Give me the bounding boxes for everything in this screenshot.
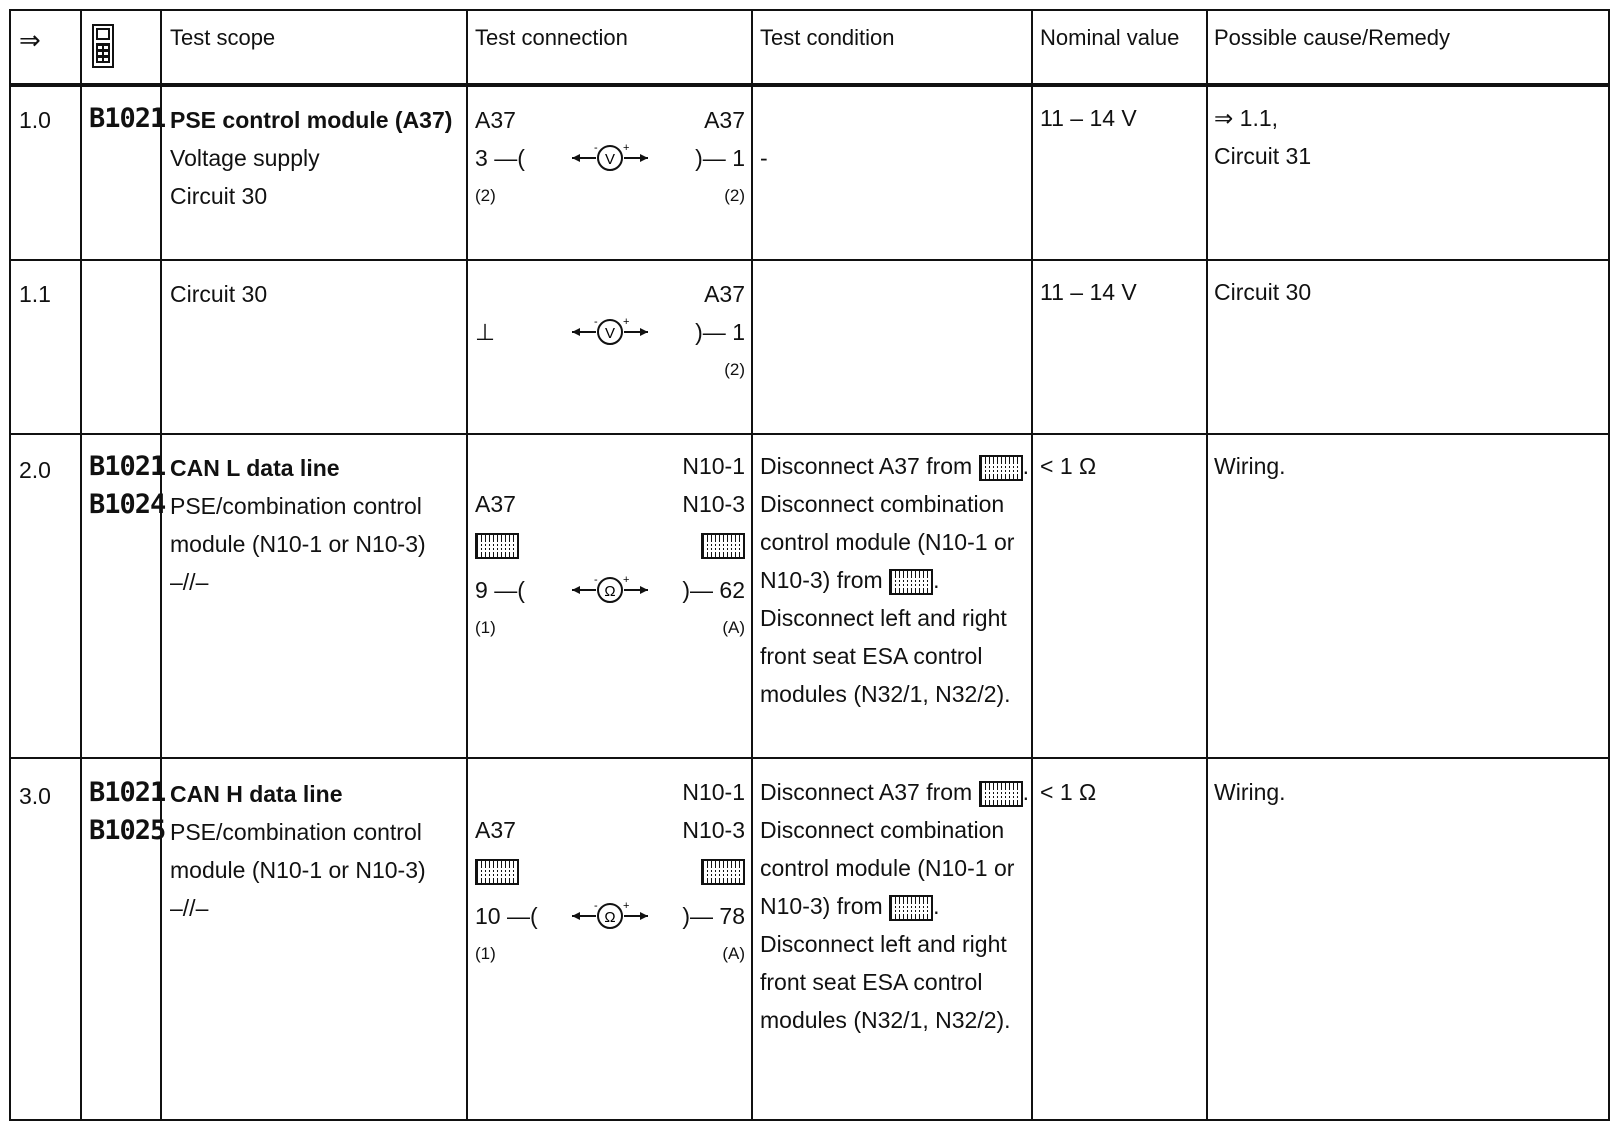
svg-text:-: - bbox=[594, 317, 598, 328]
test-box-icon bbox=[979, 781, 1023, 807]
right-pin: 1 bbox=[732, 319, 745, 345]
condition-line: N10-3) from bbox=[760, 567, 883, 593]
right-connector-label: A37 bbox=[704, 107, 745, 133]
condition-line: modules (N32/1, N32/2). bbox=[760, 681, 1011, 707]
step-column-header: ⇒ bbox=[19, 25, 41, 55]
right-pin: 1 bbox=[732, 145, 745, 171]
svg-text:+: + bbox=[623, 575, 630, 586]
ohmmeter-icon bbox=[570, 901, 650, 931]
plug-socket-icon: —( bbox=[494, 577, 525, 603]
scope-block bbox=[170, 101, 452, 215]
scope-line: –//– bbox=[170, 895, 209, 921]
right-connector-label: N10-3 bbox=[682, 817, 745, 843]
plug-socket-icon: —( bbox=[506, 903, 538, 929]
nominal-value: < 1 Ω bbox=[1040, 779, 1097, 805]
scope-line: Voltage supply bbox=[170, 145, 320, 171]
step-number: 3.0 bbox=[19, 783, 51, 809]
remedy-line: Circuit 31 bbox=[1214, 143, 1312, 169]
test-box-icon bbox=[889, 895, 933, 921]
meter-symbol: Ω bbox=[604, 909, 616, 926]
right-note: (2) bbox=[724, 186, 745, 205]
condition-line: Disconnect combination bbox=[760, 491, 1005, 517]
remedy-line: ⇒ 1.1, bbox=[1214, 105, 1279, 131]
condition-line: Disconnect combination bbox=[760, 817, 1005, 843]
right-connector-label: A37 bbox=[704, 281, 745, 307]
condition-block: Disconnect A37 from . Disconnect combination control module (N10-1 or N10-3) from . Disconnect left and right front seat ESA control modules (N32/1, N32/2). bbox=[760, 447, 1029, 713]
remedy-line: Circuit 30 bbox=[1214, 279, 1312, 305]
nominal-value: 11 – 14 V bbox=[1040, 105, 1137, 131]
plug-icon: )— bbox=[682, 577, 714, 603]
test-condition: - bbox=[760, 145, 768, 171]
svg-text:+: + bbox=[623, 317, 630, 328]
fault-code: B1021 bbox=[89, 103, 166, 134]
plug-icon: )— bbox=[682, 903, 714, 929]
right-pin: 62 bbox=[719, 577, 745, 603]
svg-text:-: - bbox=[594, 901, 598, 912]
step-number: 1.1 bbox=[19, 281, 51, 307]
left-note: (2) bbox=[475, 186, 496, 205]
test-scope-header: Test scope bbox=[170, 25, 276, 50]
scope-line: Circuit 30 bbox=[170, 183, 268, 209]
test-box-icon bbox=[475, 533, 519, 559]
remedy-line: Wiring. bbox=[1214, 453, 1286, 479]
test-connection-header: Test connection bbox=[475, 25, 628, 50]
condition-line: front seat ESA control bbox=[760, 643, 983, 669]
step-number: 1.0 bbox=[19, 107, 51, 133]
scope-line: module (N10-1 or N10-3) bbox=[170, 857, 426, 883]
condition-line: control module (N10-1 or bbox=[760, 855, 1015, 881]
svg-text:+: + bbox=[623, 901, 630, 912]
right-connector-label: N10-3 bbox=[682, 491, 745, 517]
test-box-icon bbox=[979, 455, 1023, 481]
scope-line: Circuit 30 bbox=[170, 281, 268, 307]
left-pin: 3 bbox=[475, 145, 488, 171]
svg-text:-: - bbox=[594, 575, 598, 586]
col-divider bbox=[80, 11, 82, 1119]
left-note: (1) bbox=[475, 944, 496, 963]
voltmeter-icon bbox=[570, 143, 650, 173]
right-note: (2) bbox=[724, 360, 745, 379]
tester-device-icon bbox=[91, 23, 115, 75]
left-note: (1) bbox=[475, 618, 496, 637]
row-divider bbox=[11, 433, 1608, 435]
condition-line: Disconnect A37 from bbox=[760, 779, 973, 805]
right-connector-label-top: N10-1 bbox=[682, 779, 745, 805]
ground-icon: ⊥ bbox=[475, 319, 496, 345]
row-divider bbox=[11, 757, 1608, 759]
condition-line: Disconnect A37 from bbox=[760, 453, 973, 479]
condition-block: Disconnect A37 from . Disconnect combination control module (N10-1 or N10-3) from . Disconnect left and right front seat ESA control modules (N32/1, N32/2). bbox=[760, 773, 1029, 1039]
plug-icon: )— bbox=[695, 319, 726, 345]
connection-diagram bbox=[475, 101, 745, 205]
col-divider bbox=[160, 11, 162, 1119]
scope-block bbox=[170, 449, 426, 601]
nominal-value: < 1 Ω bbox=[1040, 453, 1097, 479]
row-divider bbox=[11, 259, 1608, 261]
plug-socket-icon: —( bbox=[494, 145, 525, 171]
meter-symbol: Ω bbox=[604, 583, 616, 600]
right-note: (A) bbox=[722, 944, 745, 963]
condition-line: modules (N32/1, N32/2). bbox=[760, 1007, 1011, 1033]
right-pin: 78 bbox=[719, 903, 745, 929]
plug-icon: )— bbox=[695, 145, 726, 171]
scope-line: module (N10-1 or N10-3) bbox=[170, 531, 426, 557]
fault-code: B1021 bbox=[89, 777, 166, 808]
condition-line: Disconnect left and right bbox=[760, 931, 1007, 957]
svg-text:+: + bbox=[623, 143, 630, 154]
test-box-icon bbox=[475, 859, 519, 885]
nominal-value: 11 – 14 V bbox=[1040, 279, 1137, 305]
scope-title: CAN H data line bbox=[170, 781, 343, 807]
voltmeter-icon bbox=[570, 317, 650, 347]
scope-line: PSE/combination control bbox=[170, 493, 422, 519]
test-box-icon bbox=[701, 859, 745, 885]
fault-code: B1025 bbox=[89, 815, 166, 846]
left-connector-label: A37 bbox=[475, 817, 516, 843]
condition-line: Disconnect left and right bbox=[760, 605, 1007, 631]
possible-cause-header: Possible cause/Remedy bbox=[1214, 25, 1451, 50]
step-number: 2.0 bbox=[19, 457, 51, 483]
col-divider bbox=[751, 11, 753, 1119]
test-box-icon bbox=[889, 569, 933, 595]
col-divider bbox=[466, 11, 468, 1119]
header-divider bbox=[11, 83, 1608, 87]
scope-line: –//– bbox=[170, 569, 209, 595]
nominal-value-header: Nominal value bbox=[1040, 25, 1180, 50]
remedy-block bbox=[1214, 99, 1311, 175]
connection-diagram bbox=[475, 447, 745, 647]
right-note: (A) bbox=[722, 618, 745, 637]
right-connector-label-top: N10-1 bbox=[682, 453, 745, 479]
scope-title: PSE control module (A37) bbox=[170, 107, 453, 133]
svg-text:-: - bbox=[594, 143, 598, 154]
condition-line: control module (N10-1 or bbox=[760, 529, 1015, 555]
scope-block bbox=[170, 775, 426, 927]
col-divider bbox=[1031, 11, 1033, 1119]
test-condition-header: Test condition bbox=[760, 25, 895, 50]
remedy-line: Wiring. bbox=[1214, 779, 1286, 805]
left-pin: 10 bbox=[475, 903, 501, 929]
test-box-icon bbox=[701, 533, 745, 559]
fault-code: B1021 bbox=[89, 451, 166, 482]
fault-code: B1024 bbox=[89, 489, 166, 520]
left-connector-label: A37 bbox=[475, 491, 516, 517]
scope-line: PSE/combination control bbox=[170, 819, 422, 845]
test-table bbox=[9, 9, 1610, 1121]
ohmmeter-icon bbox=[570, 575, 650, 605]
col-divider bbox=[1206, 11, 1208, 1119]
condition-line: N10-3) from bbox=[760, 893, 883, 919]
scope-title: CAN L data line bbox=[170, 455, 340, 481]
connection-diagram bbox=[475, 773, 745, 973]
left-pin: 9 bbox=[475, 577, 488, 603]
left-connector-label: A37 bbox=[475, 107, 516, 133]
condition-line: front seat ESA control bbox=[760, 969, 983, 995]
meter-symbol: V bbox=[604, 151, 616, 168]
meter-symbol: V bbox=[604, 325, 616, 342]
